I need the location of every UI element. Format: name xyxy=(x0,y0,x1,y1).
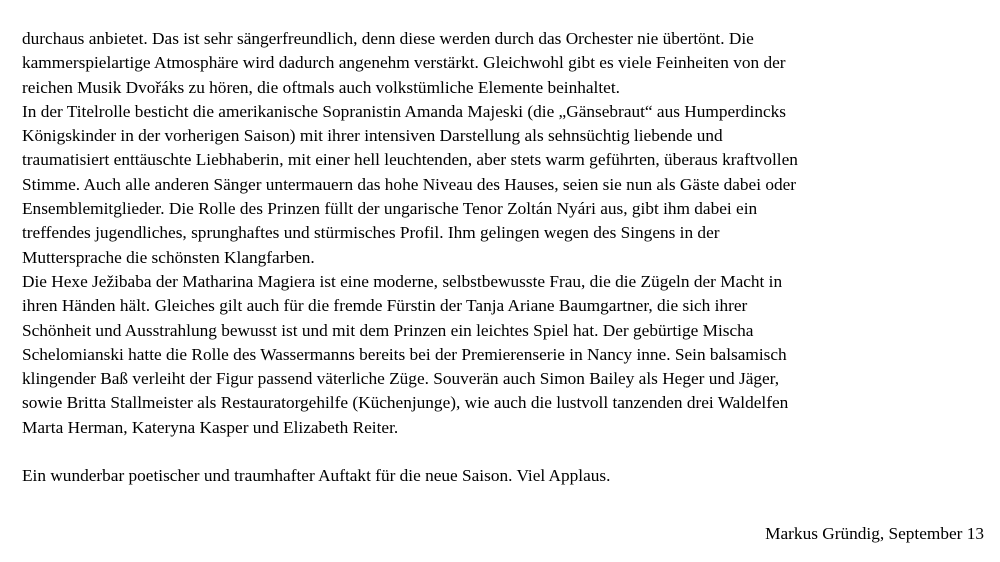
author-signature: Markus Gründig, September 13 xyxy=(765,524,984,543)
text-line: Schönheit und Ausstrahlung bewusst ist und mit dem Prinzen ein leichtes Spiel hat. Der gebürtige Mischa xyxy=(22,320,754,340)
text-line: treffendes jugendliches, sprunghaftes und stürmisches Profil. Ihm gelingen wegen des Singens in der xyxy=(22,223,720,243)
text-line: traumatisiert enttäuschte Liebhaberin, mit einer hell leuchtenden, aber stets warm geführten, überaus kraftvollen xyxy=(22,150,798,170)
text-line: Schelomianski hatte die Rolle des Wassermanns bereits bei der Premierenserie in Nancy inne. Sein balsamisch xyxy=(22,344,787,364)
text-line: Muttersprache die schönsten Klangfarben. xyxy=(22,247,315,267)
text-line: Ensemblemitglieder. Die Rolle des Prinzen füllt der ungarische Tenor Zoltán Nyári aus, gibt ihm dabei ein xyxy=(22,199,758,219)
text-line: Marta Herman, Kateryna Kasper und Elizabeth Reiter. xyxy=(22,417,399,437)
text-line: Stimme. Auch alle anderen Sänger untermauern das hohe Niveau des Hauses, seien sie nun als Gäste dabei oder xyxy=(22,174,797,194)
review-article xyxy=(22,27,992,489)
text-line: reichen Musik Dvořáks zu hören, die oftmals auch volkstümliche Elemente beinhaltet. xyxy=(22,77,620,97)
paragraph-spacer xyxy=(22,440,992,464)
text-line: klingender Baß verleiht der Figur passend väterliche Züge. Souverän auch Simon Bailey als Heger und Jäger, xyxy=(22,369,780,389)
text-line: In der Titelrolle besticht die amerikanische Sopranistin Amanda Majeski (die „Gänsebraut“ aus Humperdincks xyxy=(22,101,787,121)
text-line: kammerspielartige Atmosphäre wird dadurch angenehm verstärkt. Gleichwohl gibt es viele Feinheiten von der xyxy=(22,53,786,73)
text-line: Die Hexe Ježibaba der Matharina Magiera ist eine moderne, selbstbewusste Frau, die die Zügeln der Macht in xyxy=(22,271,783,291)
closing-line: Ein wunderbar poetischer und traumhafter Auftakt für die neue Saison. Viel Applaus. xyxy=(22,466,611,486)
text-line: durchaus anbietet. Das ist sehr sängerfreundlich, denn diese werden durch das Orchester nie übertönt. Die xyxy=(22,29,754,48)
text-line: sowie Britta Stallmeister als Restauratorgehilfe (Küchenjunge), wie auch die lustvoll tanzenden drei Waldelfen xyxy=(22,393,789,413)
text-line: Königskinder in der vorherigen Saison) mit ihrer intensiven Darstellung als sehnsüchtig liebende und xyxy=(22,126,723,146)
text-line: ihren Händen hält. Gleiches gilt auch für die fremde Fürstin der Tanja Ariane Baumgartner, die sich ihrer xyxy=(22,296,748,316)
